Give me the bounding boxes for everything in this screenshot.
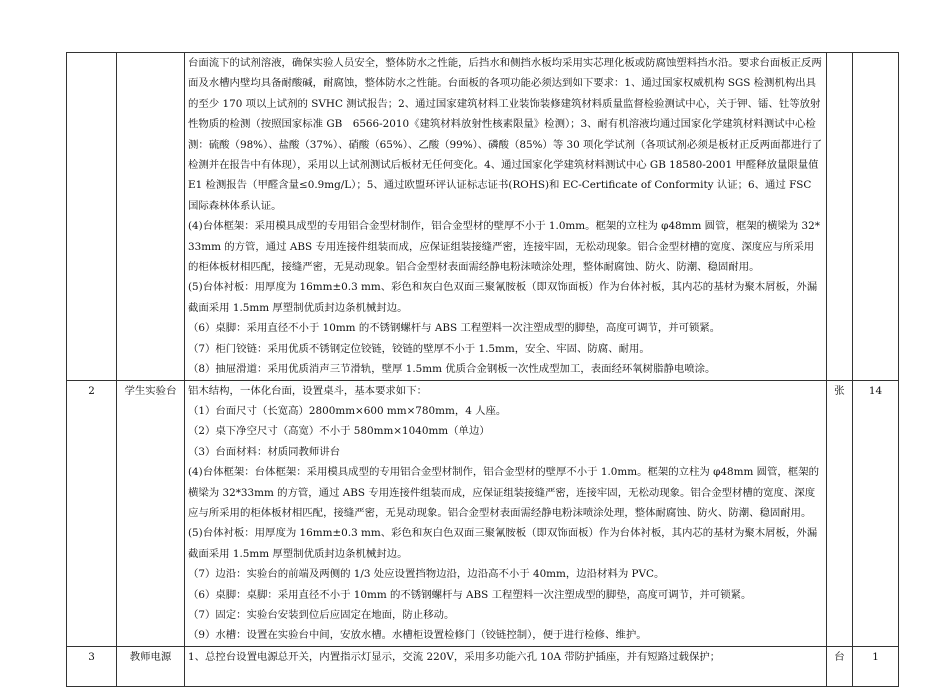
- item-number-cell: [67, 53, 117, 381]
- spec-line: （1）台面尺寸（长宽高）2800mm×600 mm×780mm，4 人座。: [188, 404, 507, 417]
- item-quantity-cell: 14: [853, 380, 899, 646]
- table-row: [67, 53, 899, 381]
- spec-line: （7）边沿：实验台的前端及两侧的 1/3 处应设置挡物边沿，边沿高不小于 40mm，边沿材料为 PVC。: [188, 568, 665, 581]
- spec-line: 1、总控台设置电源总开关，内置指示灯显示，交流 220V，采用多功能六孔 10A 带防护插座，并有短路过载保护；: [188, 650, 721, 663]
- spec-line: (5)台体衬板：用厚度为 16mm±0.3 mm、彩色和灰白色双面三聚氰胺板（即双饰面板）作为台体衬板，其内芯的基材为聚木屑板，外漏截面采用 1.5mm 厚塑制优质封边条机械封边。: [188, 281, 818, 314]
- item-quantity-cell: 1: [853, 646, 899, 686]
- item-unit-cell: 张: [827, 380, 853, 646]
- spec-line: （7）柜门铰链：采用优质不锈钢定位铰链，铰链的壁厚不小于 1.5mm，安全、牢固、防腐、耐用。: [188, 342, 650, 355]
- spec-line: （2）桌下净空尺寸（高宽）不小于 580mm×1040mm（单边）: [188, 425, 490, 438]
- spec-line: （6）桌脚：采用直径不小于 10mm 的不锈钢螺杆与 ABS 工程塑料一次注塑成型的脚垫，高度可调节，并可锁紧。: [188, 322, 721, 335]
- item-quantity-cell: [853, 53, 899, 381]
- item-unit-cell: [827, 53, 853, 381]
- spec-line: (4)台体框架：台体框架：采用模具成型的专用铝合金型材制作，铝合金型材的壁厚不小于 1.0mm。框架的立柱为 φ48mm 圆管，框架的横梁为 32*33mm 的方管，通过 ABS 专用连接件组装而成，应保证组装接缝严密，连接牢固，无松动现象。铝合金型材槽的宽度、深度应与所采用的柜体板材相匹配，接缝严密，无晃动现象。铝合金型材表面需经静电粉沫喷涂处理，整体耐腐蚀、防火、防潮、稳固耐用。: [188, 466, 819, 519]
- item-number-cell: 2: [67, 380, 117, 646]
- table-row: [67, 646, 899, 686]
- item-spec-cell: [185, 380, 827, 646]
- item-spec-cell: [185, 53, 827, 381]
- spec-line: 铝木结构，一体化台面，设置桌斗，基本要求如下：: [188, 384, 427, 397]
- spec-line: （9）水槽：设置在实验台中间，安放水槽。水槽柜设置检修门（铰链控制），便于进行检修、维护。: [188, 629, 647, 642]
- item-number-cell: 3: [67, 646, 117, 686]
- spec-line: （6）桌脚：桌脚：采用直径不小于 10mm 的不锈钢螺杆与 ABS 工程塑料一次注塑成型的脚垫，高度可调节，并可锁紧。: [188, 588, 752, 601]
- table-row: [67, 380, 899, 646]
- spec-line: (5)台体衬板：用厚度为 16mm±0.3 mm、彩色和灰白色双面三聚氰胺板（即双饰面板）作为台体衬板，其内芯的基材为聚木屑板，外漏截面采用 1.5mm 厚塑制优质封边条机械封边。: [188, 527, 818, 560]
- spec-line: 台面流下的试剂溶液，确保实验人员安全，整体防水之性能，后挡水和侧挡水板均采用实芯理化板或防腐蚀塑料挡水沿。要求台面板正反两面及水槽内壁均具备耐酸碱，耐腐蚀，整体防水之性能。台面板的各项功能必须达到如下要求：1、通过国家权威机构 SGS 检测机构出具的至少 170 项以上试剂的 SVHC 测试报告；2、通过国家建筑材料工业装饰装修建筑材料质量监督检验测试中心，关于钾、镭、钍等放射性物质的检测（按照国家标准 GB 6566-2010《建筑材料放射性核素限量》检测）；3、耐有机溶液均通过国家化学建筑材料测试中心检测：硫酸（98%）、盐酸（37%）、硝酸（65%）、乙酸（99%）、磷酸（85%）等 30 项化学试剂（各项试剂必须是板材正反两面都进行了检测并在报告中有体现），采用以上试剂测试后板材无任何变化。4、通过国家化学建筑材料测试中心 GB 18580-2001 甲醛释放量限量值 E1 检测报告（甲醛含量≤0.9mg/L）；5、通过欧盟环评认证标志证书(ROHS)和 EC-Certificate of Conformity 认证；6、通过 FSC 国际森林体系认证。: [188, 57, 823, 212]
- spec-line: （7）固定：实验台安装到位后应固定在地面，防止移动。: [188, 608, 455, 621]
- spec-table: [66, 52, 899, 687]
- item-name-cell: [117, 53, 185, 381]
- spec-line: （8）抽屉滑道：采用优质消声三节滑轨，壁厚 1.5mm 优质合金钢板一次性成型加工，表面经环氧树脂静电喷涂。: [188, 363, 716, 376]
- item-name-cell: 教师电源: [117, 646, 185, 686]
- item-unit-cell: 台: [827, 646, 853, 686]
- spec-line: (4)台体框架：采用模具成型的专用铝合金型材制作，铝合金型材的壁厚不小于 1.0mm。框架的立柱为 φ48mm 圆管，框架的横梁为 32*33mm 的方管，通过 ABS 专用连接件组装而成，应保证组装接缝严密，连接牢固，无松动现象。铝合金型材槽的宽度、深度应与所采用的柜体板材相匹配，接缝严密，无晃动现象。铝合金型材表面需经静电粉沫喷涂处理，整体耐腐蚀、防火、防潮、稳固耐用。: [188, 220, 820, 274]
- item-spec-cell: [185, 646, 827, 686]
- spec-line: （3）台面材料：材质同教师讲台: [188, 445, 341, 458]
- item-name-cell: 学生实验台: [117, 380, 185, 646]
